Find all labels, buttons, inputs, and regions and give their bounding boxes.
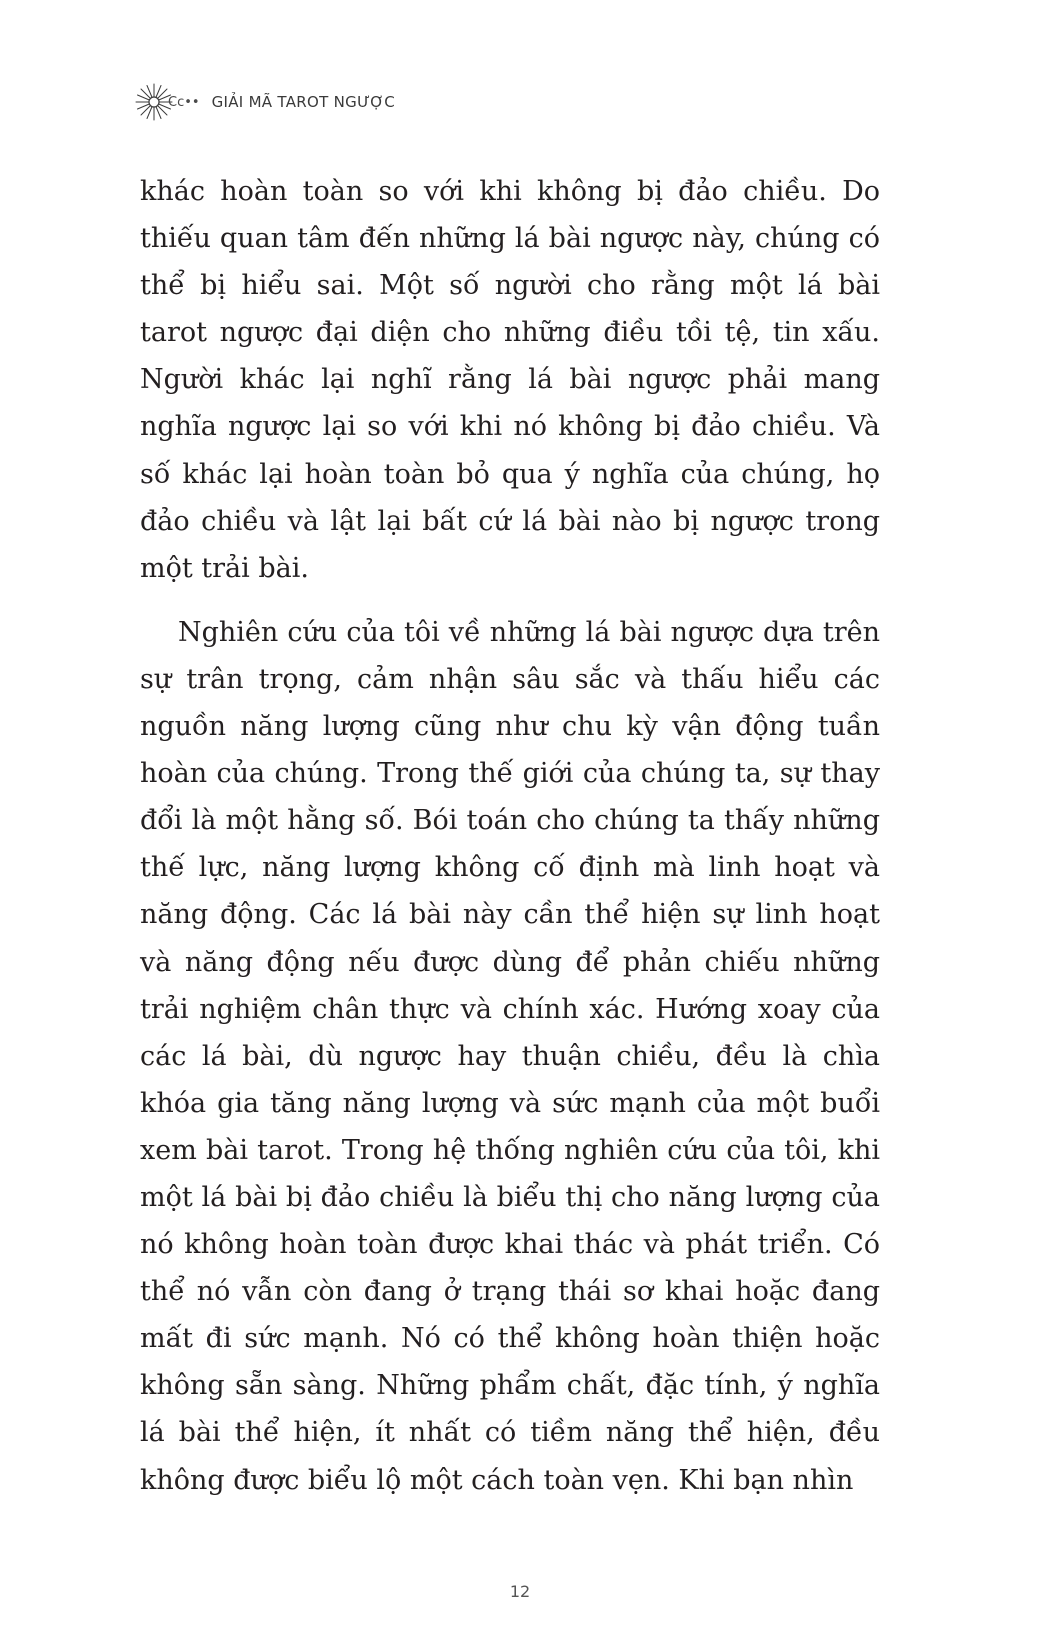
page-number: 12: [509, 1582, 531, 1601]
header-logo-mark: Cc••: [168, 94, 200, 110]
body-text: [140, 168, 880, 1504]
running-header-title: GIẢI MÃ TAROT NGƯỢC: [211, 93, 396, 111]
paragraph: Nghiên cứu của tôi về những lá bài ngược dựa trên sự trân trọng, cảm nhận sâu sắc và thấu hiểu các nguồn năng lượng cũng như chu kỳ vận động tuần hoàn của chúng. Trong thế giới của chúng ta, sự thay đổi là một hằng số. Bói toán cho chúng ta thấy những thế lực, năng lượng không cố định mà linh hoạt và năng động. Các lá bài này cần thể hiện sự linh hoạt và năng động nếu được dùng để phản chiếu những trải nghiệm chân thực và chính xác. Hướng xoay của các lá bài, dù ngược hay thuận chiều, đều là chìa khóa gia tăng năng lượng và sức mạnh của một buổi xem bài tarot. Trong hệ thống nghiên cứu của tôi, khi một lá bài bị đảo chiều là biểu thị cho năng lượng của nó không hoàn toàn được khai thác và phát triển. Có thể nó vẫn còn đang ở trạng thái sơ khai hoặc đang mất đi sức mạnh. Nó có thể không hoàn thiện hoặc không sẵn sàng. Những phẩm chất, đặc tính, ý nghĩa lá bài thể hiện, ít nhất có tiềm năng thể hiện, đều không được biểu lộ một cách toàn vẹn. Khi bạn nhìn: [140, 616, 880, 1496]
running-header: [134, 82, 395, 122]
paragraph: khác hoàn toàn so với khi không bị đảo chiều. Do thiếu quan tâm đến những lá bài ngược này, chúng có thể bị hiểu sai. Một số người cho rằng một lá bài tarot ngược đại diện cho những điều tồi tệ, tin xấu. Người khác lại nghĩ rằng lá bài ngược phải mang nghĩa ngược lại so với khi nó không bị đảo chiều. Và số khác lại hoàn toàn bỏ qua ý nghĩa của chúng, họ đảo chiều và lật lại bất cứ lá bài nào bị ngược trong một trải bài.: [140, 176, 880, 584]
